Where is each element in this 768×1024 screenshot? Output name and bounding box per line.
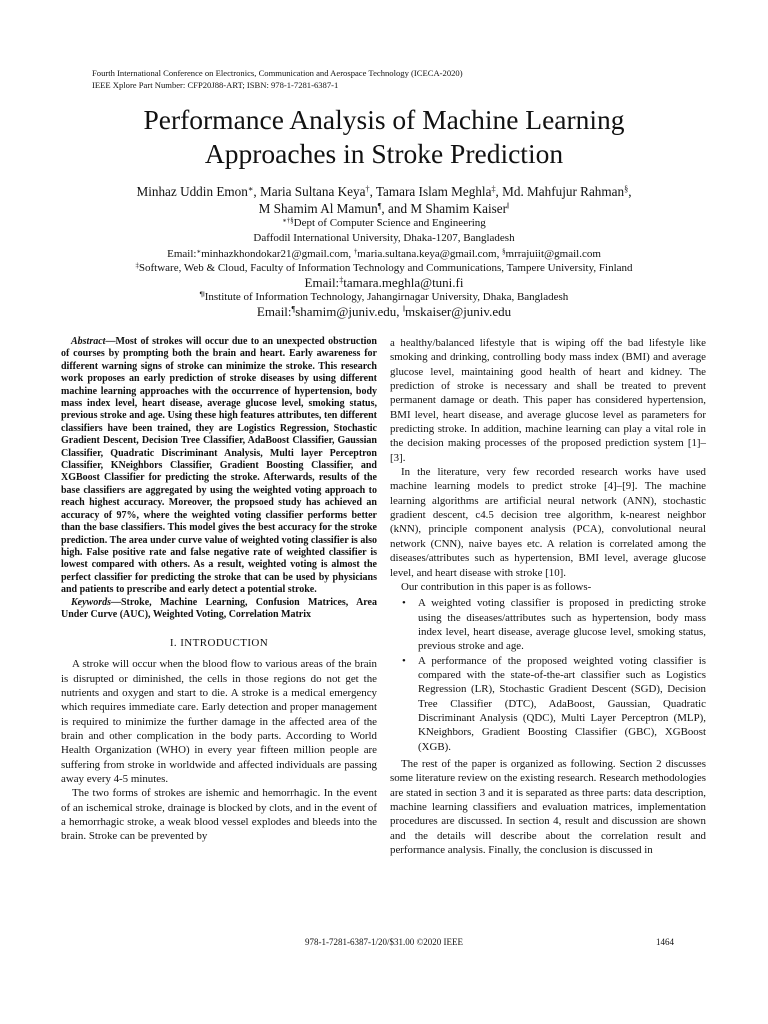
affiliation-text: Institute of Information Technology, Jahangirnagar University, Dhaka, Bangladesh bbox=[204, 291, 569, 303]
email-line-2 bbox=[0, 275, 768, 291]
affiliation-tampere bbox=[0, 261, 768, 276]
email-address: mrrajuiit@gmail.com bbox=[505, 248, 601, 260]
conference-line: Fourth International Conference on Electronics, Communication and Aerospace Technology (ICECA-2020) bbox=[92, 68, 463, 78]
affiliation-mark: ¶‖ bbox=[199, 291, 205, 299]
author-name: Tamara Islam Meghla bbox=[375, 184, 492, 199]
keywords bbox=[61, 597, 377, 622]
author-name: M Shamim Kaiser bbox=[410, 201, 508, 216]
author-mark: ‖ bbox=[507, 201, 510, 211]
body-paragraph-1: a healthy/balanced lifestyle that is wiping off the bad lifestyle like smoking and drinking, controlling body mass index (BMI) and average glucose level, maintaining good health of heart and kidney. The prediction of stroke is necessary and shall be treated to prevent permanent damage or death. This paper has considered hypertension, BMI level, heart disease, and average glucose level as parameters for predicting stroke. In addition, machine learning can play a vital role in the decision making processes of the proposed prediction system [1]–[3]. bbox=[390, 337, 706, 464]
email-address: maria.sultana.keya@gmail.com, bbox=[357, 248, 500, 260]
affiliation-dept bbox=[0, 216, 768, 231]
left-column bbox=[61, 336, 377, 844]
author-mark: § bbox=[624, 184, 629, 194]
intro-paragraph-1: A stroke will occur when the blood flow to various areas of the brain is disrupted or diminished, the cells in those regions do not get the nutrients and oxygen and start to die. A stroke is a medical emergency which requires immediate care. Early detection and proper management is required to minimize the further damage in the affected area of the brain and other complication in the body parts. According to World Health Organization (WHO) in every year fifteen million people are suffering from stroke in worldwide and affected individuals are passing away every 4-5 minutes. bbox=[61, 658, 377, 786]
email-mark: ¶ bbox=[291, 304, 296, 314]
author-mark: ‡ bbox=[491, 184, 496, 194]
affiliation-mark: ∗†§ bbox=[282, 217, 294, 225]
email-mark: ‖ bbox=[402, 304, 406, 314]
paper-title bbox=[0, 103, 768, 171]
abstract bbox=[61, 336, 377, 597]
author-name: Minhaz Uddin Emon bbox=[136, 184, 248, 199]
page-number: 1464 bbox=[656, 937, 674, 947]
footer-copyright: 978-1-7281-6387-1/20/$31.00 ©2020 IEEE bbox=[304, 937, 464, 947]
email-address: minhazkhondokar21@gmail.com, bbox=[201, 248, 352, 260]
abstract-label: Abstract bbox=[71, 336, 106, 347]
title-line-1: Performance Analysis of Machine Learning bbox=[143, 104, 625, 135]
intro-paragraph-2: The two forms of strokes are ishemic and hemorrhagic. In the event of an ischemical stroke, drainage is blocked by clots, and in the event of a hemorrhagic stroke, a weak blood vessel explodes and bleeds into the brain. Stroke can be prevented by bbox=[61, 787, 377, 843]
affiliation-mark: ‡ bbox=[135, 262, 139, 270]
right-column bbox=[390, 336, 706, 857]
author-list bbox=[0, 183, 768, 217]
email-label: Email: bbox=[304, 275, 340, 290]
abstract-text: —Most of strokes will occur due to an unexpected obstruction of courses by prompting both the brain and heart. Early awareness for different warning signs of stroke can minimize the stroke. This research work proposes an early prediction of stroke diseases by using different machine learning approaches with the occurrence of hypertension, body mass index level, heart disease, average glucose level, smoking status, previous stroke and age. Using these high features attributes, ten different classifiers have been trained, they are Logistics Regression, Stochastic Gradient Descent, Decision Tree Classifier, AdaBoost Classifier, Gaussian Classifier, Quadratic Discriminant Analysis, Multi layer Perceptron Classifier, KNeighbors Classifier, Gradient Boosting Classifier, and XGBoost Classifier for predicting the stroke. Afterwards, results of the base classifiers are aggregated by using the weighted voting approach to reach highest accuracy. Moreover, the propsoed study has achieved an accuracy of 97%, where the weighted voting classifier performs better than the base classifiers. This model gives the best accuracy for the stroke prediction. The area under curve value of weighted voting classifier is also high. False positive rate and false negative rate of weighted classifier is lowest compared with others. As a result, weighted voting is almost the perfect classifier for predicting the stroke that can be used by physicians and patients to prescribe and early detect a potential stroke. bbox=[61, 336, 377, 596]
author-mark: † bbox=[365, 184, 370, 194]
author-line-2: M Shamim Al Mamun¶, and M Shamim Kaiser‖ bbox=[258, 201, 510, 216]
author-name: Maria Sultana Keya bbox=[260, 184, 366, 199]
email-address: tamara.meghla@tuni.fi bbox=[343, 275, 464, 290]
email-mark: ∗ bbox=[196, 248, 202, 256]
list-item: • A performance of the proposed weighted voting classifier is compared with the state-of-the-art classifier such as Logistics Regression (LR), Stochastic Gradient Descent (SGD), Decision Tree Classifier (DTC), AdaBoost, Gaussian, Quadratic Discriminant Analysis (QDC), Multi Layer Perceptron (MLP), KNeighbors, Gradient Boosting Classifier (GBC), XGBoost (XGB). bbox=[418, 654, 706, 754]
email-address: mskaiser@juniv.edu bbox=[405, 304, 512, 319]
body-paragraph-4: The rest of the paper is organized as following. Section 2 discusses some literature review on the existing research. Research methodologies are stated in section 3 and it is separated as three parts: data description, machine learning classifiers and evaluation matrices, implementation procedures are discussed. In section 4, result and discussion are shown and the details will describe about the correlation result and performance analysis. Finally, the conclusion is discussed in bbox=[390, 757, 706, 857]
author-name: M Shamim Al Mamun bbox=[258, 201, 378, 216]
title-line-2: Approaches in Stroke Prediction bbox=[204, 138, 564, 169]
contribution-list bbox=[390, 596, 706, 754]
list-item: • A weighted voting classifier is proposed in predicting stroke using the diseases/attributes such as hypertension, body mass index level, heart disease, average glucose level, smoking status, previous stroke and age. bbox=[418, 596, 706, 653]
affiliation-text: Software, Web & Cloud, Faculty of Information Technology and Communications, Tampere University, Finland bbox=[138, 262, 633, 274]
affiliation-iit bbox=[0, 290, 768, 305]
author-name: Md. Mahfujur Rahman bbox=[502, 184, 625, 199]
section-heading-introduction: I. INTRODUCTION bbox=[169, 637, 269, 650]
affiliation-text: Dept of Computer Science and Engineering bbox=[293, 217, 486, 229]
email-line-3 bbox=[0, 304, 768, 320]
keywords-text: —Stroke, Machine Learning, Confusion Matrices, Area Under Curve (AUC), Weighted Voting, Correlation Matrix bbox=[61, 596, 377, 620]
author-conjunction: and bbox=[388, 201, 408, 216]
body-paragraph-2: In the literature, very few recorded research works have used machine learning models to predict stroke [4]–[9]. The machine learning algorithms are artificial neural network (ANN), stochastic gradient descent, c4.5 decision tree algorithm, k-nearest neighbor (kNN), principle component analysis (PCA), convolutional neural network (CNN), naive bayes etc. A relation is correlated among the diseases/attributes such as hypertension, BMI level, average glucose level, and heart disease with stroke [10]. bbox=[390, 466, 706, 579]
email-mark: § bbox=[502, 248, 506, 256]
contribution-intro: Our contribution in this paper is as follows- bbox=[401, 580, 592, 593]
author-mark: ∗ bbox=[247, 184, 254, 194]
affiliation-univ: Daffodil International University, Dhaka-1207, Bangladesh bbox=[253, 232, 515, 244]
keywords-label: Keywords bbox=[71, 596, 111, 608]
email-label: Email: bbox=[256, 304, 292, 319]
email-mark: ‡ bbox=[339, 275, 344, 285]
author-line-1: Minhaz Uddin Emon∗, Maria Sultana Keya†, Tamara Islam Meghla‡, Md. Mahfujur Rahman§, bbox=[136, 184, 632, 199]
email-mark: † bbox=[353, 248, 358, 256]
email-line-1 bbox=[0, 247, 768, 262]
conference-header bbox=[92, 68, 463, 91]
author-mark: ¶ bbox=[377, 201, 382, 211]
email-label: Email: bbox=[167, 248, 197, 260]
email-address: shamim@juniv.edu, bbox=[295, 304, 400, 319]
isbn-line: IEEE Xplore Part Number: CFP20J88-ART; ISBN: 978-1-7281-6387-1 bbox=[92, 79, 339, 90]
